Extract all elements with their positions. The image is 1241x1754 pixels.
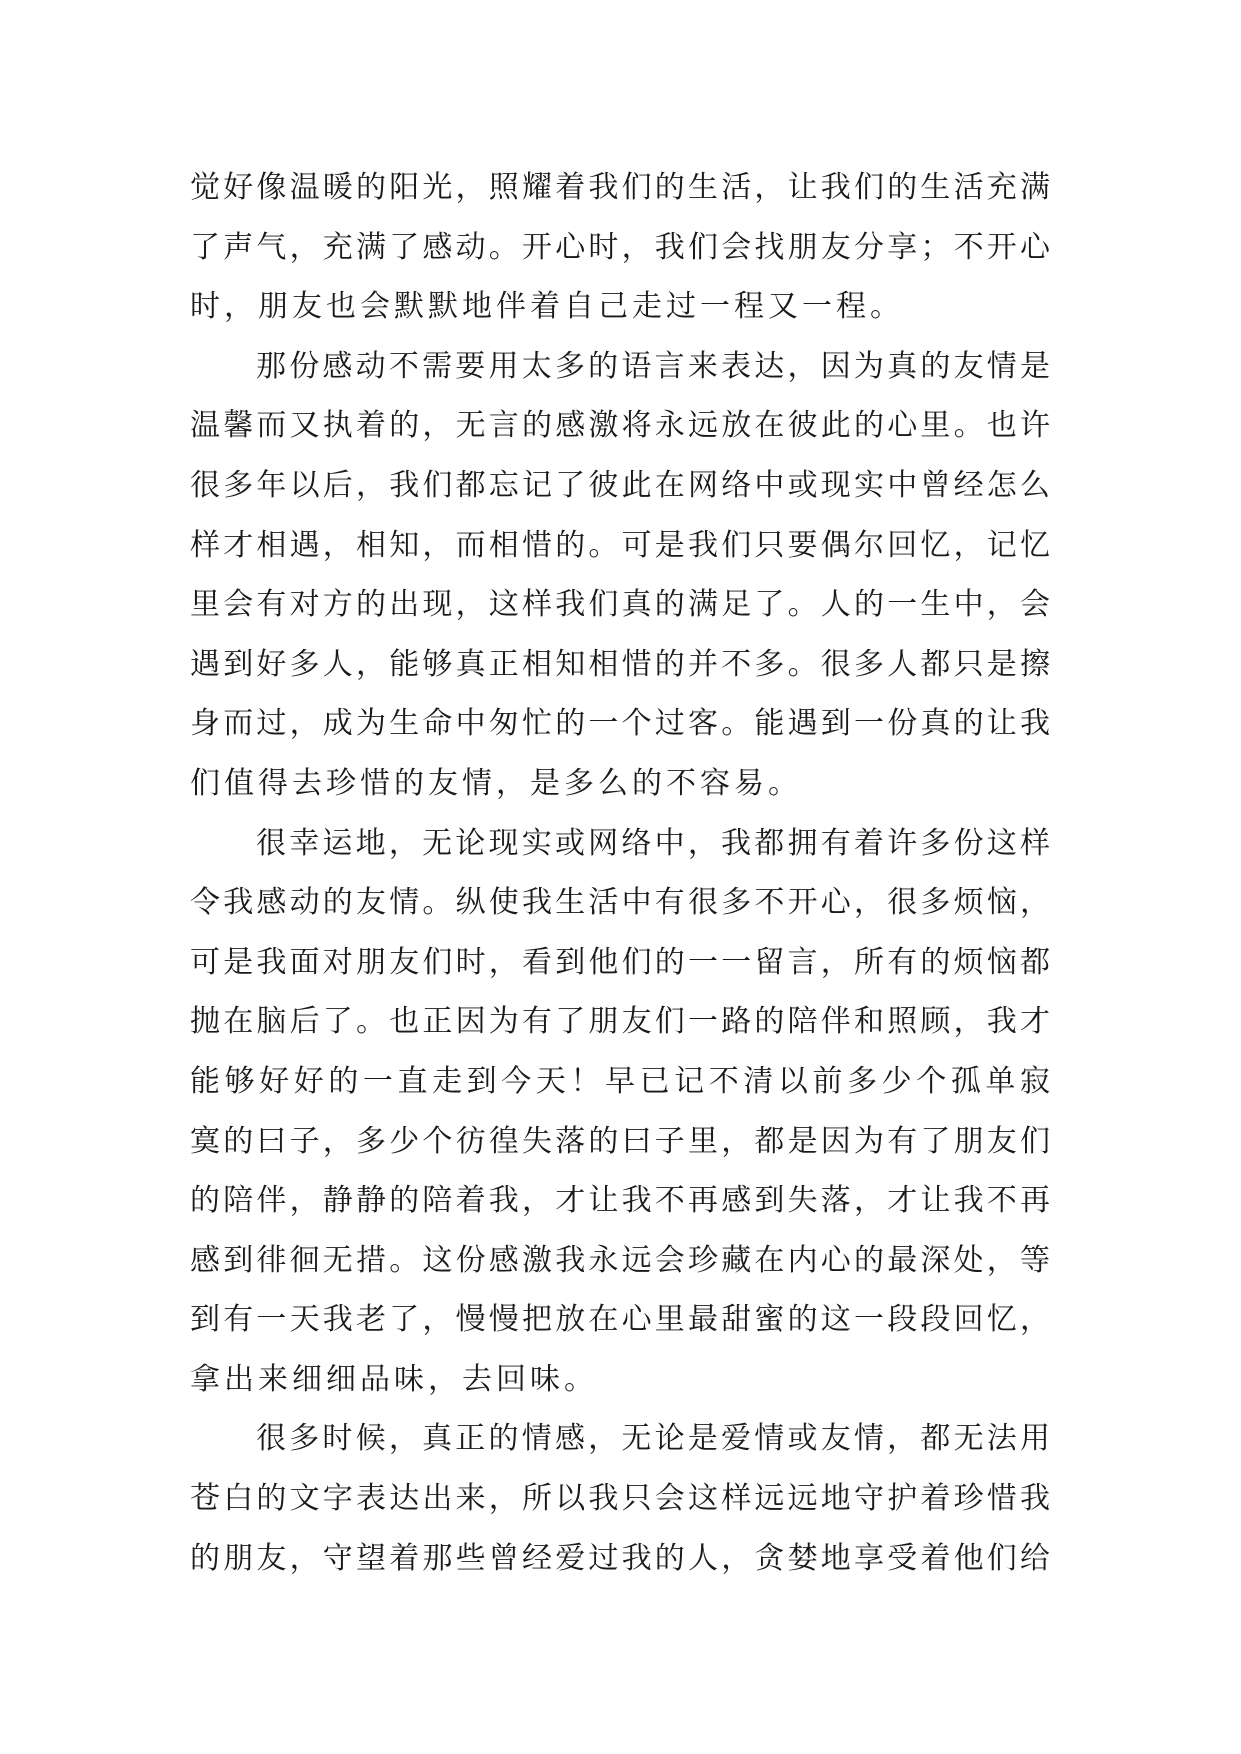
text-line: 温馨而又执着的，无言的感激将永远放在彼此的心里。也许 [190, 408, 1050, 444]
text-line: 拿出来细细品味，去回味。 [190, 1361, 598, 1397]
text-line: 的陪伴，静静的陪着我，才让我不再感到失落，才让我不再 [190, 1183, 1050, 1219]
text-line: 觉好像温暖的阳光，照耀着我们的生活，让我们的生活充满 [190, 170, 1050, 205]
text-line: 寞的曰子，多少个彷徨失落的曰子里，都是因为有了朋友们 [190, 1123, 1050, 1159]
text-line: 很幸运地，无论现实或网络中，我都拥有着许多份这样 [256, 825, 1050, 861]
text-line: 令我感动的友情。纵使我生活中有很多不开心，很多烦恼， [190, 885, 1050, 921]
document-body [190, 158, 1050, 1588]
text-line: 样才相遇，相知，而相惜的。可是我们只要偶尔回忆，记忆 [190, 527, 1050, 563]
text-line: 苍白的文字表达出来，所以我只会这样远远地守护着珍惜我 [190, 1481, 1050, 1517]
text-line: 们值得去珍惜的友情，是多么的不容易。 [190, 765, 802, 801]
text-line: 了声气，充满了感动。开心时，我们会找朋友分享；不开心 [190, 229, 1050, 265]
text-line: 很多年以后，我们都忘记了彼此在网络中或现实中曾经怎么 [190, 467, 1050, 503]
text-line: 时，朋友也会默默地伴着自己走过一程又一程。 [190, 289, 904, 325]
text-line: 那份感动不需要用太多的语言来表达，因为真的友情是 [256, 348, 1050, 384]
text-line: 能够好好的一直走到今天！早已记不清以前多少个孤单寂 [190, 1063, 1050, 1099]
text-line: 身而过，成为生命中匆忙的一个过客。能遇到一份真的让我 [190, 706, 1050, 742]
text-line: 感到徘徊无措。这份感激我永远会珍藏在内心的最深处，等 [190, 1242, 1050, 1278]
text-line: 可是我面对朋友们时，看到他们的一一留言，所有的烦恼都 [190, 944, 1050, 980]
text-line: 很多时候，真正的情感，无论是爱情或友情，都无法用 [256, 1421, 1050, 1457]
text-line: 抛在脑后了。也正因为有了朋友们一路的陪伴和照顾，我才 [190, 1004, 1050, 1040]
text-line: 到有一天我老了，慢慢把放在心里最甜蜜的这一段段回忆， [190, 1302, 1050, 1338]
text-line: 遇到好多人，能够真正相知相惜的并不多。很多人都只是擦 [190, 646, 1050, 682]
text-line: 里会有对方的出现，这样我们真的满足了。人的一生中，会 [190, 587, 1050, 623]
text-line: 的朋友，守望着那些曾经爱过我的人，贪婪地享受着他们给 [190, 1540, 1050, 1576]
